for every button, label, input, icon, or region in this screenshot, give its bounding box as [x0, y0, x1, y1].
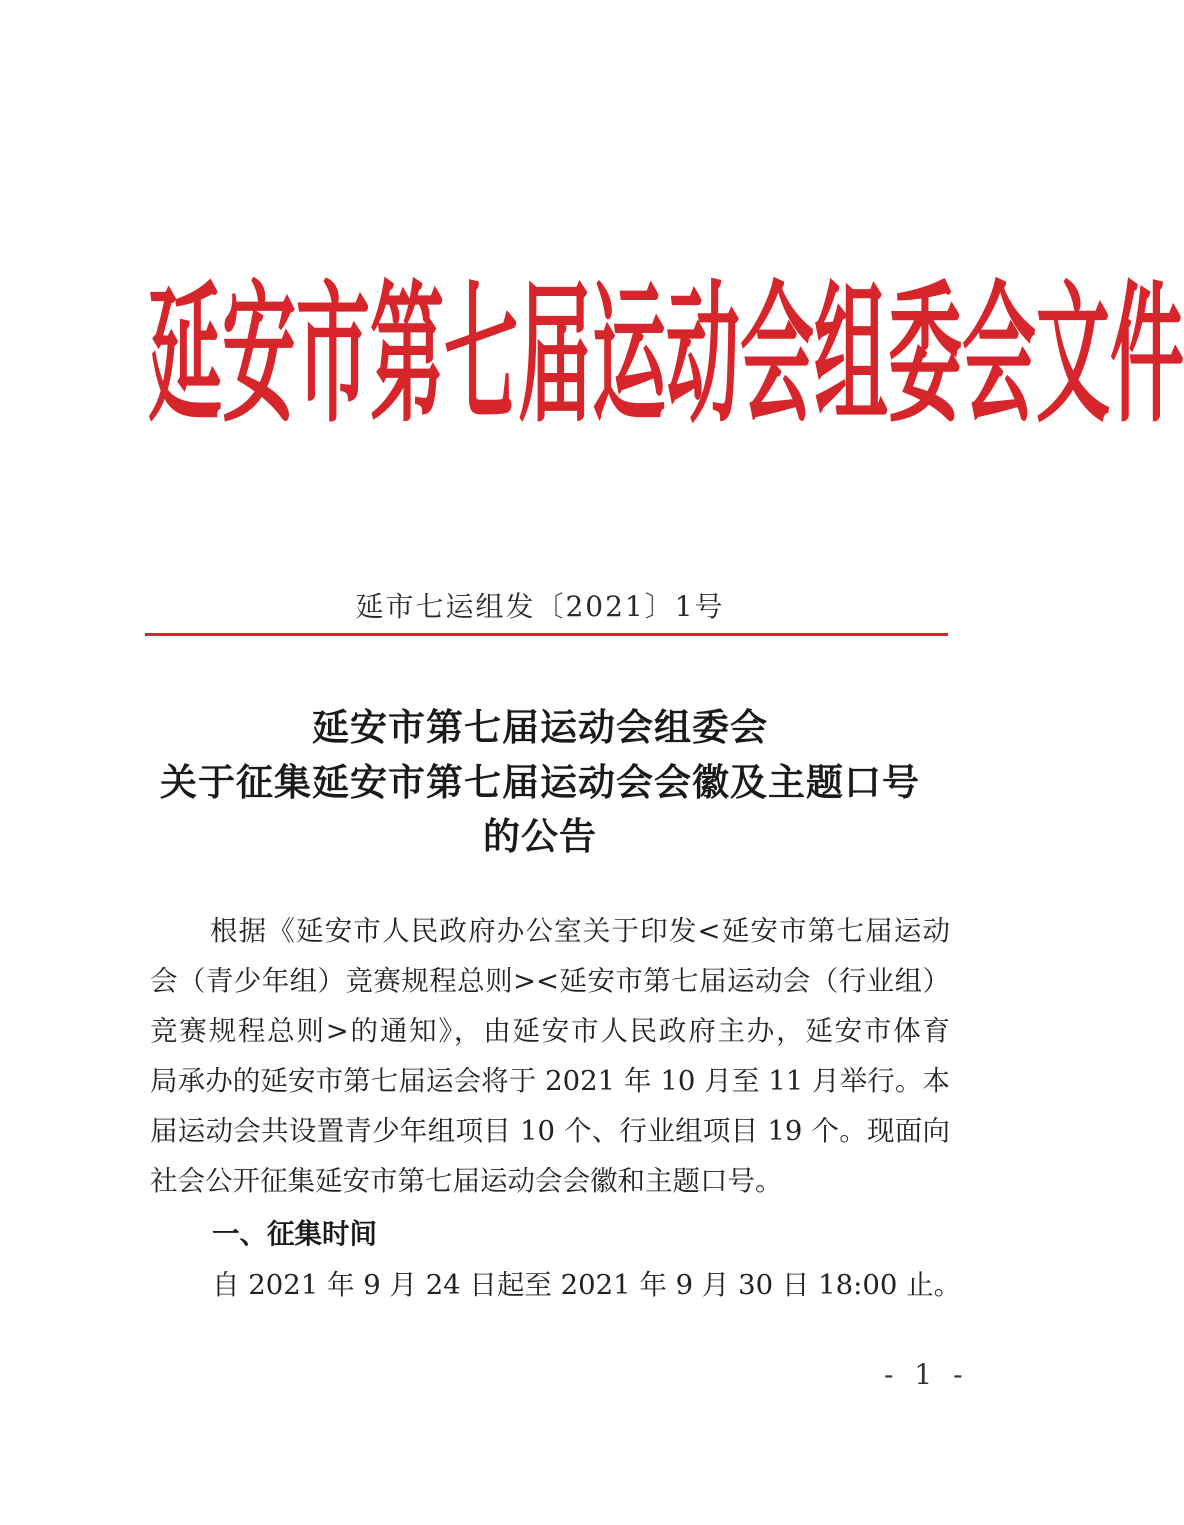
masthead-char: 件 — [1110, 267, 1184, 444]
page-number: - 1 - — [884, 1358, 969, 1391]
masthead-char: 七 — [444, 267, 518, 444]
body-paragraph-line: 社会公开征集延安市第七届运动会会徽和主题口号。 — [150, 1165, 783, 1197]
document-number: 延市七运组发〔2021〕1号 — [355, 590, 725, 623]
collection-time-text: 自 2021 年 9 月 24 日起至 2021 年 9 月 30 日 18:00 止。 — [212, 1269, 962, 1301]
masthead-title — [148, 267, 1184, 444]
masthead-char: 会 — [740, 267, 814, 444]
body-paragraph-line: 届运动会共设置青少年组项目 10 个、行业组项目 19 个。现面向 — [150, 1115, 950, 1147]
masthead-char: 运 — [592, 267, 666, 444]
masthead-char: 文 — [1036, 267, 1110, 444]
masthead-char: 第 — [370, 267, 444, 444]
masthead-char: 动 — [666, 267, 740, 444]
masthead-char: 委 — [888, 267, 962, 444]
body-paragraph-line: 根据《延安市人民政府办公室关于印发<延安市第七届运动 — [210, 915, 950, 947]
notice-title-line-1: 延安市第七届运动会组委会 — [312, 706, 768, 749]
masthead-char: 市 — [296, 267, 370, 444]
masthead-char: 会 — [962, 267, 1036, 444]
masthead-char: 届 — [518, 267, 592, 444]
masthead-char: 延 — [148, 267, 222, 444]
notice-title-line-2: 关于征集延安市第七届运动会会徽及主题口号 — [160, 761, 920, 804]
section-heading-collection-time: 一、征集时间 — [212, 1218, 377, 1250]
masthead-char: 组 — [814, 267, 888, 444]
body-paragraph-line: 局承办的延安市第七届运会将于 2021 年 10 月至 11 月举行。本 — [150, 1065, 950, 1097]
red-divider-line — [145, 633, 948, 636]
notice-title-line-3: 的公告 — [483, 815, 597, 858]
body-paragraph-line: 会（青少年组）竞赛规程总则><延安市第七届运动会（行业组） — [150, 965, 950, 997]
body-paragraph-line: 竞赛规程总则>的通知》，由延安市人民政府主办，延安市体育 — [150, 1015, 950, 1047]
masthead-char: 安 — [222, 267, 296, 444]
